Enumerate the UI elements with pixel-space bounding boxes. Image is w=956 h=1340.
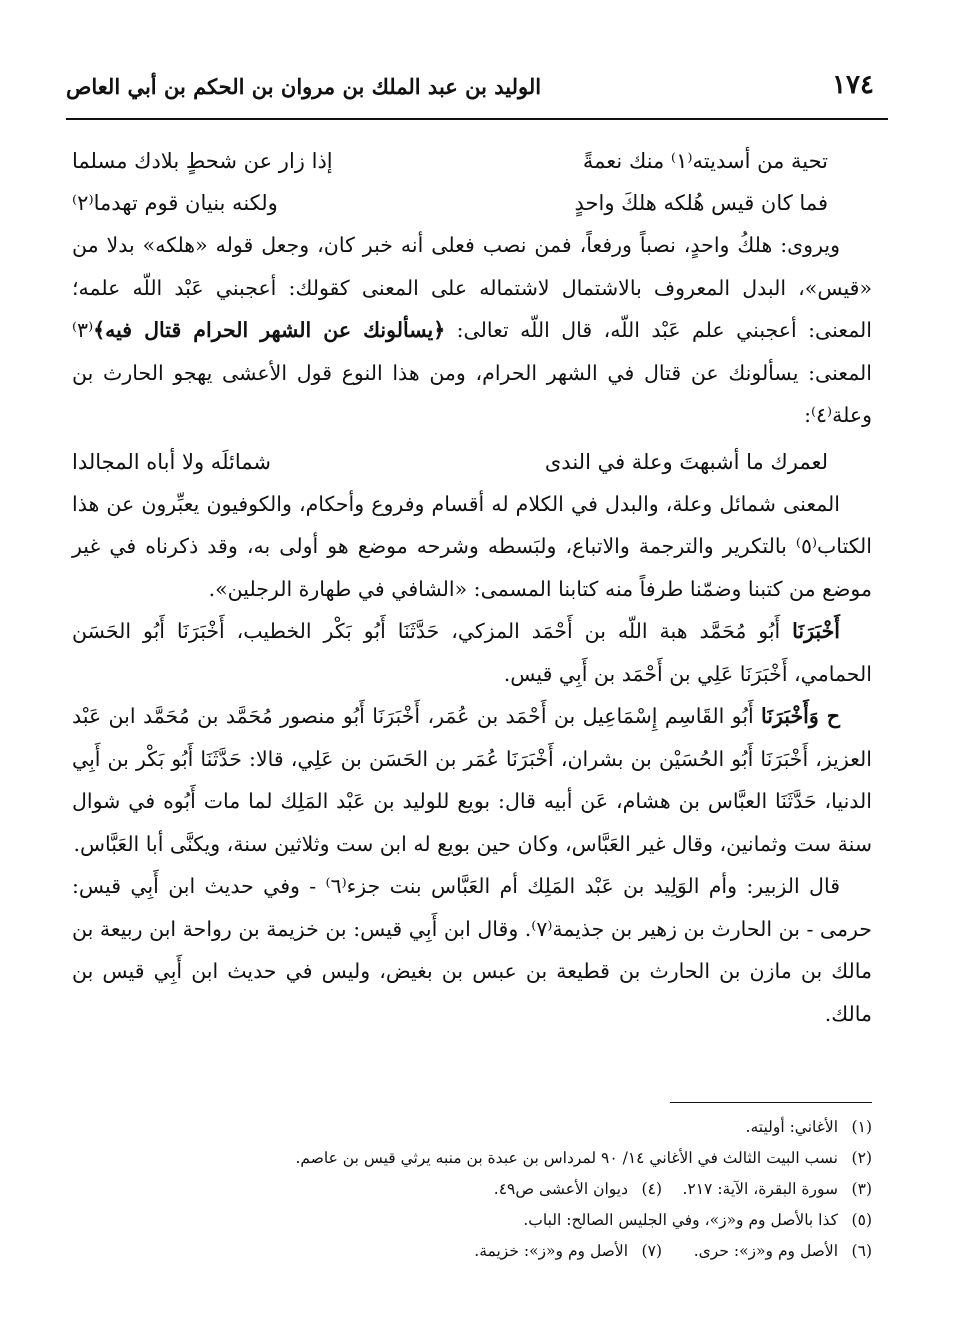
footnote [72,1205,872,1236]
footnote-number: (٢) [851,1149,872,1167]
paragraph [72,224,872,437]
verse-line [72,441,872,483]
verse-line [72,140,872,182]
footnote-number: (٦) [851,1242,872,1260]
page-header [66,60,888,120]
paragraph-text: ⁽٣⁾ المعنى: يسألونك عن قتال في الشهر الحرام، ومن هذا النوع قول الأعشى يهجو الحارث بن وعلة⁽٤⁾: [72,318,872,427]
running-title: الوليد بن عبد الملك بن مروان بن الحكم بن أبي العاص [66,74,542,99]
paragraph-text: أَبُو مُحَمَّد هبة اللّه بن أَحْمَد المزكي، حَدَّثَنَا أَبُو بَكْر الخطيب، أَخْبَرَنَا أَبُو الحَسَن الحمامي، أَخْبَرَنَا عَلِي بن أَحْمَد بن أَبِي قيس. [72,619,872,686]
footnote-number: (٥) [851,1211,872,1229]
footnote [474,1236,662,1267]
footnote-text: نسب البيت الثالث في الأغاني ١٤/ ٩٠ لمرداس بن عبدة بن منبه يرثي قيس بن عاصم. [295,1149,838,1167]
footnote [72,1143,872,1174]
paragraph: المعنى شمائل وعلة، والبدل في الكلام له أقسام وفروع وأحكام، والكوفيون يعبِّرون عن هذا الكتاب⁽٥⁾ بالتكرير والترجمة والاتباع، ولبَسطه وشرحه موضع هو أولى به، وقد ذكرناه في غير موضع من كتبنا وضمّنا طرفاً منه كتابنا المسمى: «الشافي في طهارة الرجلين». [72,491,872,601]
paragraph-text: ويروى: هلكُ واحدٍ، نصباً ورفعاً، فمن نصب فعلى أنه خبر كان، وجعل قوله «هلكه» بدلا من «قيس»، البدل المعروف بالاشتمال لاشتماله على المعنى كقولك: أعجبني عَبْد اللّه علمه؛ المعنى: أعجبني علم عَبْد اللّه، قال اللّه تعالى: [72,233,872,342]
footnote [72,1112,872,1143]
verse-line [72,182,872,224]
paragraph [72,695,872,865]
footnote-text: الأصل وم و«ز»: خزيمة. [474,1242,628,1260]
paragraph: قال الزبير: وأم الوَلِيد بن عَبْد المَلِك أم العَبَّاس بنت جزء⁽٦⁾ - وفي حديث ابن أَبِي قيس: حرمى - بن الحارث بن زهير بن جذيمة⁽٧⁾. وقال ابن أَبِي قيس: بن خزيمة بن رواحة ابن ربيعة بن مالك بن مازن بن الحارث بن قطيعة بن عبس بن بغيض، وليس في حديث ابن أَبِي قيس بن مالك. [72,874,872,1026]
footnote [662,1236,872,1267]
footnote [494,1174,662,1205]
footnote-number: (٣) [851,1180,872,1198]
isnad-lead: أَخْبَرَنَا [792,619,840,643]
verse-second-hemistich: ولكنه بنيان قوم تهدما⁽٢⁾ [72,191,278,215]
isnad-lead: ح وَأَخْبَرَنَا [761,704,840,728]
footnote-number: (٧) [641,1242,662,1260]
footnote-row [72,1174,872,1205]
footnote-divider [670,1102,872,1103]
footnote-text: كذا بالأصل وم و«ز»، وفي الجليس الصالح: الباب. [523,1211,838,1229]
footnote-row [72,1236,872,1267]
footnote-number: (١) [851,1118,872,1136]
quran-quote: ﴿يسألونك عن الشهر الحرام قتال فيه﴾ [93,318,446,342]
footnote-text: سورة البقرة، الآية: ٢١٧. [682,1180,838,1198]
verse-second-hemistich: إذا زار عن شحطٍ بلادك مسلما [72,149,333,173]
main-text [72,140,872,1035]
verse-first-hemistich: تحية من أسديته⁽١⁾ منك نعمةً [582,149,828,173]
footnote-text: ديوان الأعشى ص٤٩. [493,1180,628,1198]
footnote-text: الأغاني: أوليته. [745,1118,838,1136]
footnote-number: (٤) [641,1180,662,1198]
verse-first-hemistich: لعمرك ما أشبهتَ وعلة في الندى [544,449,828,474]
paragraph-text: أَبُو القَاسِم إِسْمَاعِيل بن أَحْمَد بن عُمَر، أَخْبَرَنَا أَبُو منصور مُحَمَّد بن مُحَمَّد ابن عَبْد العزيز، أَخْبَرَنَا أَبُو الحُسَيْن بن بشران، أَخْبَرَنَا عُمَر بن الحَسَن بن عَلِي، قالا: حَدَّثَنَا أَبُو بَكْر بن أَبِي الدنيا، حَدَّثَنَا العبَّاس بن هشام، عَن أبيه قال: بويع للوليد بن عَبْد المَلِك لما مات أَبُوه في شوال سنة ست وثمانين، وقال غير العَبَّاس، وكان حين بويع له ابن ست وثلاثين سنة، ويكنَّى أبا العَبَّاس. [72,704,872,856]
verse-second-hemistich: شمائلَه ولا أباه المجالدا [72,449,271,474]
paragraph [72,610,872,695]
page-number: ١٧٤ [832,70,874,100]
footnote-text: الأصل وم و«ز»: حرى. [693,1242,838,1260]
footnote [662,1174,872,1205]
footnotes [72,1112,872,1267]
verse-first-hemistich: فما كان قيس هُلكه هلكَ واحدٍ [574,191,828,215]
